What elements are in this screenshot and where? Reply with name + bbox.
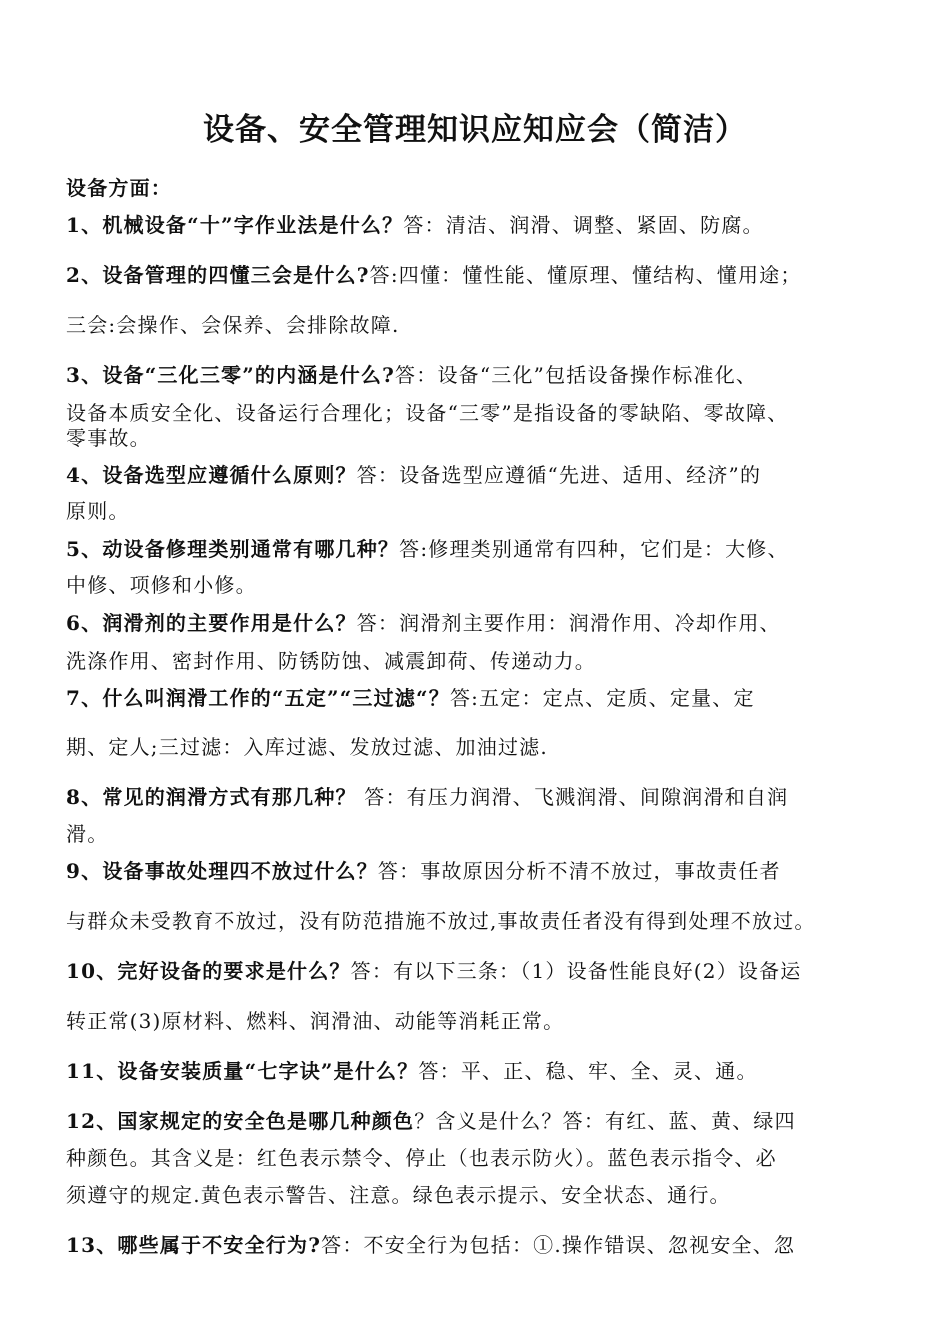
- qa-item-12: [66, 1109, 898, 1133]
- answer-8: 答：有压力润滑、飞溅润滑、间隙润滑和自润: [356, 785, 789, 809]
- answer-12-line-3: 须遵守的规定.黄色表示警告、注意。绿色表示提示、安全状态、通行。: [66, 1183, 731, 1207]
- qa-item-4: [66, 463, 898, 487]
- qa-item-9: [66, 859, 898, 883]
- question-7: 7、什么叫润滑工作的“五定”“三过滤“？: [66, 686, 450, 710]
- question-5: 5、动设备修理类别通常有哪几种？: [66, 537, 400, 561]
- question-13: 13、哪些属于不安全行为?: [66, 1233, 322, 1257]
- answer-4-line-2: 原则。: [66, 499, 130, 523]
- answer-3-line-2: 设备本质安全化、设备运行合理化；设备“三零”是指设备的零缺陷、零故障、: [66, 401, 789, 425]
- question-1: 1、机械设备“十”字作业法是什么？: [66, 213, 404, 237]
- question-10: 10、完好设备的要求是什么？: [66, 959, 351, 983]
- qa-item-10: [66, 959, 898, 983]
- qa-item-1: [66, 213, 898, 237]
- question-2: 2、设备管理的四懂三会是什么?: [66, 263, 370, 287]
- question-11: 11、设备安装质量“七字诀”是什么？: [66, 1059, 419, 1083]
- qa-item-3: [66, 363, 898, 387]
- question-3: 3、设备“三化三零”的内涵是什么?: [66, 363, 396, 387]
- answer-1: 答：清洁、润滑、调整、紧固、防腐。: [403, 213, 764, 237]
- answer-3-line-3: 零事故。: [66, 426, 151, 450]
- question-9: 9、设备事故处理四不放过什么？: [66, 859, 378, 883]
- qa-item-8: [66, 785, 898, 809]
- question-4: 4、设备选型应遵循什么原则？: [66, 463, 357, 487]
- answer-13: 答：不安全行为包括：①.操作错误、忽视安全、忽: [321, 1233, 796, 1257]
- question-12: 12、国家规定的安全色是哪几种颜色: [66, 1109, 415, 1133]
- answer-11: 答：平、正、稳、牢、全、灵、通。: [418, 1059, 758, 1083]
- answer-6-line-2: 洗涤作用、密封作用、防锈防蚀、减震卸荷、传递动力。: [66, 649, 596, 673]
- answer-5-line-2: 中修、项修和小修。: [66, 573, 257, 597]
- qa-item-6: [66, 611, 898, 635]
- answer-9-line-2: 与群众未受教育不放过，没有防范措施不放过,事故责任者没有得到处理不放过。: [66, 909, 816, 933]
- qa-item-13: [66, 1233, 898, 1257]
- question-8: 8、常见的润滑方式有那几种？: [66, 785, 357, 809]
- qa-item-11: [66, 1059, 898, 1083]
- section-heading: 设备方面：: [66, 176, 172, 200]
- question-6: 6、润滑剂的主要作用是什么？: [66, 611, 357, 635]
- answer-7-line-2: 期、定人;三过滤：入库过滤、发放过滤、加油过滤.: [66, 735, 548, 759]
- answer-12-line-2: 种颜色。其含义是：红色表示禁令、停止（也表示防火）。蓝色表示指令、必: [66, 1146, 777, 1170]
- answer-10: 答：有以下三条：（1）设备性能良好(2）设备运: [350, 959, 802, 983]
- answer-12: ？含义是什么？答：有红、蓝、黄、绿四: [414, 1109, 796, 1133]
- answer-4: 答：设备选型应遵循“先进、适用、经济”的: [356, 463, 762, 487]
- answer-9: 答：事故原因分析不清不放过，事故责任者: [377, 859, 781, 883]
- answer-6: 答：润滑剂主要作用：润滑作用、冷却作用、: [356, 611, 781, 635]
- answer-2: 答:四懂：懂性能、懂原理、懂结构、懂用途；: [369, 263, 802, 287]
- answer-5: 答:修理类别通常有四种，它们是：大修、: [399, 537, 789, 561]
- answer-3: 答：设备“三化”包括设备操作标准化、: [395, 363, 758, 387]
- answer-10-line-2: 转正常(3)原材料、燃料、润滑油、动能等消耗正常。: [66, 1009, 565, 1033]
- answer-7: 答:五定：定点、定质、定量、定: [449, 686, 755, 710]
- answer-8-line-2: 滑。: [66, 822, 109, 846]
- page-title: 设备、安全管理知识应知应会（简洁）: [203, 112, 747, 148]
- answer-2-line-2: 三会:会操作、会保养、会排除故障.: [66, 313, 400, 337]
- qa-item-2: [66, 263, 898, 287]
- qa-item-5: [66, 537, 898, 561]
- qa-item-7: [66, 686, 898, 710]
